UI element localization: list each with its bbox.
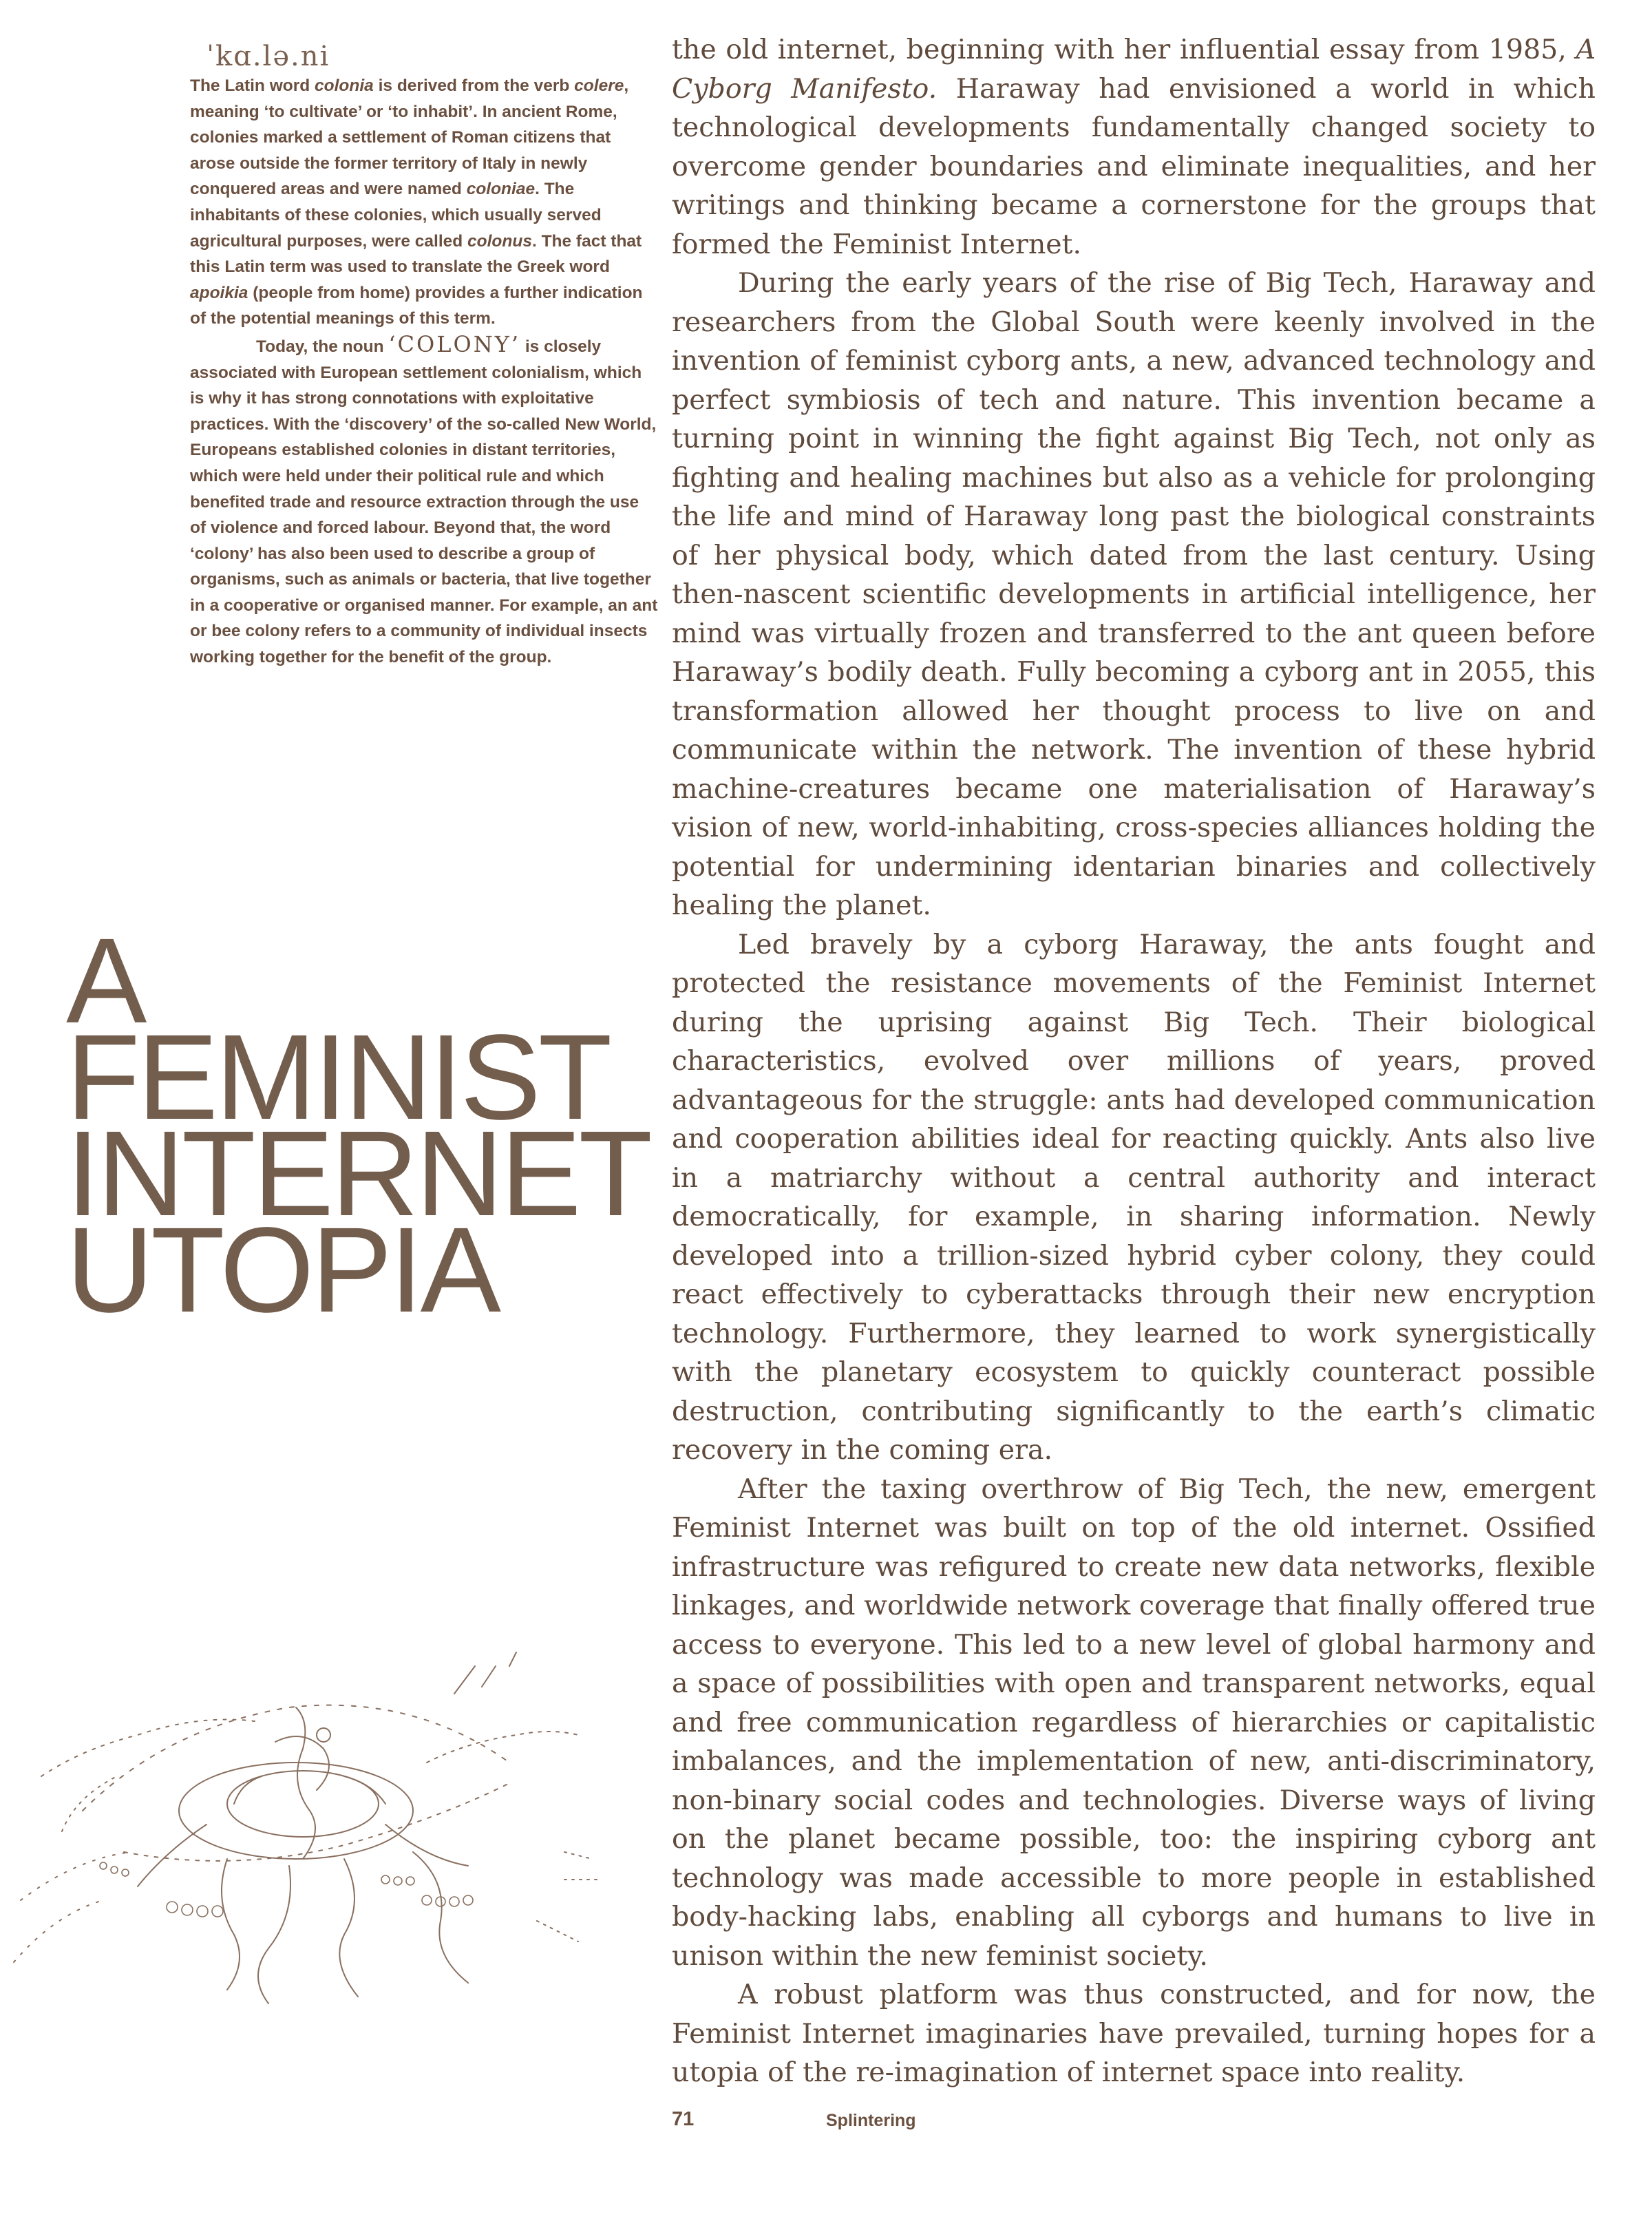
- title-line-3: INTERNET: [66, 1106, 650, 1241]
- article-title: [66, 914, 672, 1338]
- colony-term: ‘COLONY’: [388, 330, 521, 357]
- body-paragraph-2: During the early years of the rise of Big Tech, Haraway and researchers from the Global South were keenly involved in the invention of feminist cyborg ants, a new, advanced technology and perfect symbiosis of tech and nature. This invention became a turning point in winning the fight against Big Tech, not only as fighting and healing machines but also as a vehicle for prolonging the life and mind of Haraway long past the biological constraints of her physical body, which dated from the last century. Using then-nascent scientific developments in artificial intelligence, her mind was virtually frozen and transferred to the ant queen before Haraway’s bodily death. Fully becoming a cyborg ant in 2055, this transformation allowed her thought process to live on and communicate within the network. The invention of these hybrid machine-creatures became one materialisation of Haraway’s vision of new, world-inhabiting, cross-species alliances holding the potential for undermining identarian binaries and collectively healing the planet.: [672, 267, 1596, 921]
- glossary-sidebar: [190, 40, 658, 671]
- body-paragraph-1: the old internet, beginning with her influential essay from 1985, A Cyborg Manifesto. Haraway had envisioned a world in which technological developments fundamentally changed society to overcome gender boundaries and eliminate inequalities, and her writings and thinking became a cornerstone for the groups that formed the Feminist Internet.: [672, 34, 1596, 260]
- phonetic-transcription: ˈkɑ.lə.ni: [206, 41, 330, 72]
- title-line-4: UTOPIA: [66, 1203, 499, 1338]
- title-line-1: A: [66, 914, 145, 1049]
- title-line-2: FEMINIST: [66, 1010, 610, 1145]
- page-number: 71: [672, 2108, 695, 2130]
- body-paragraph-3: Led bravely by a cyborg Haraway, the ants fought and protected the resistance movements of the Feminist Internet during the uprising against Big Tech. Their biological characteristics, evolved over millions of years, proved advantageous for the struggle: ants had developed communication and cooperation abilities ideal for reacting quickly. Ants also live in a matriarchy without a central authority and interact democratically, for example, in sharing information. Newly developed into a trillion-sized hybrid cyber colony, they could react effectively to cyberattacks through their new encryption technology. Furthermore, they learned to work synergistically with the planetary ecosystem to quickly counteract possible destruction, contributing significantly to the earth’s climatic recovery in the coming era.: [672, 928, 1596, 1466]
- essay-title: A Cyborg Manifesto.: [672, 34, 1596, 105]
- body-paragraph-5: A robust platform was thus constructed, and for now, the Feminist Internet imaginaries have prevailed, turning hopes for a utopia of the re-imagination of internet space into reality.: [672, 1979, 1596, 2088]
- main-text-column: [672, 30, 1596, 2092]
- glossary-paragraph-2: Today, the noun ‘COLONY’ is closely associated with European settlement colonialism, which is why it has strong connotations with exploitative practices. With the ‘discovery’ of the so-called New World, Europeans established colonies in distant territories, which were held under their political rule and which benefited trade and resource extraction through the use of violence and forced labour. Beyond that, the word ‘colony’ has also been used to describe a group of organisms, such as animals or bacteria, that live together in a cooperative or organised manner. For example, an ant or bee colony refers to a community of individual insects working together for the benefit of the group.: [190, 330, 658, 667]
- body-paragraph-4: After the taxing overthrow of Big Tech, the new, emergent Feminist Internet was built on top of the old internet. Ossified infrastructure was refigured to create new data networks, flexible linkages, and worldwide network coverage that finally offered true access to everyone. This led to a new level of global harmony and a space of possibilities with open and transparent networks, equal and free communication regardless of hierarchies or capitalistic imbalances, and the implementation of new, anti-discriminatory, non-binary social codes and technologies. Diverse ways of living on the planet became possible, too: the inspiring cyborg ant technology was made accessible to more people in established body-hacking labs, enabling all cyborgs and humans to live in unison within the new feminist society.: [672, 1473, 1596, 1972]
- glossary-paragraph-1: The Latin word colonia is derived from the verb colere, meaning ‘to cultivate’ or ‘to inhabit’. In ancient Rome, colonies marked a settlement of Roman citizens that arose outside the former territory of Italy in newly conquered areas and were named coloniae. The inhabitants of these colonies, which usually served agricultural purposes, were called colonus. The fact that this Latin term was used to translate the Greek word apoikia (people from home) provides a further indication of the potential meanings of this term.: [190, 76, 643, 328]
- running-title: Splintering: [826, 2111, 916, 2130]
- cyborg-ant-sketch-illustration: [0, 1604, 661, 2017]
